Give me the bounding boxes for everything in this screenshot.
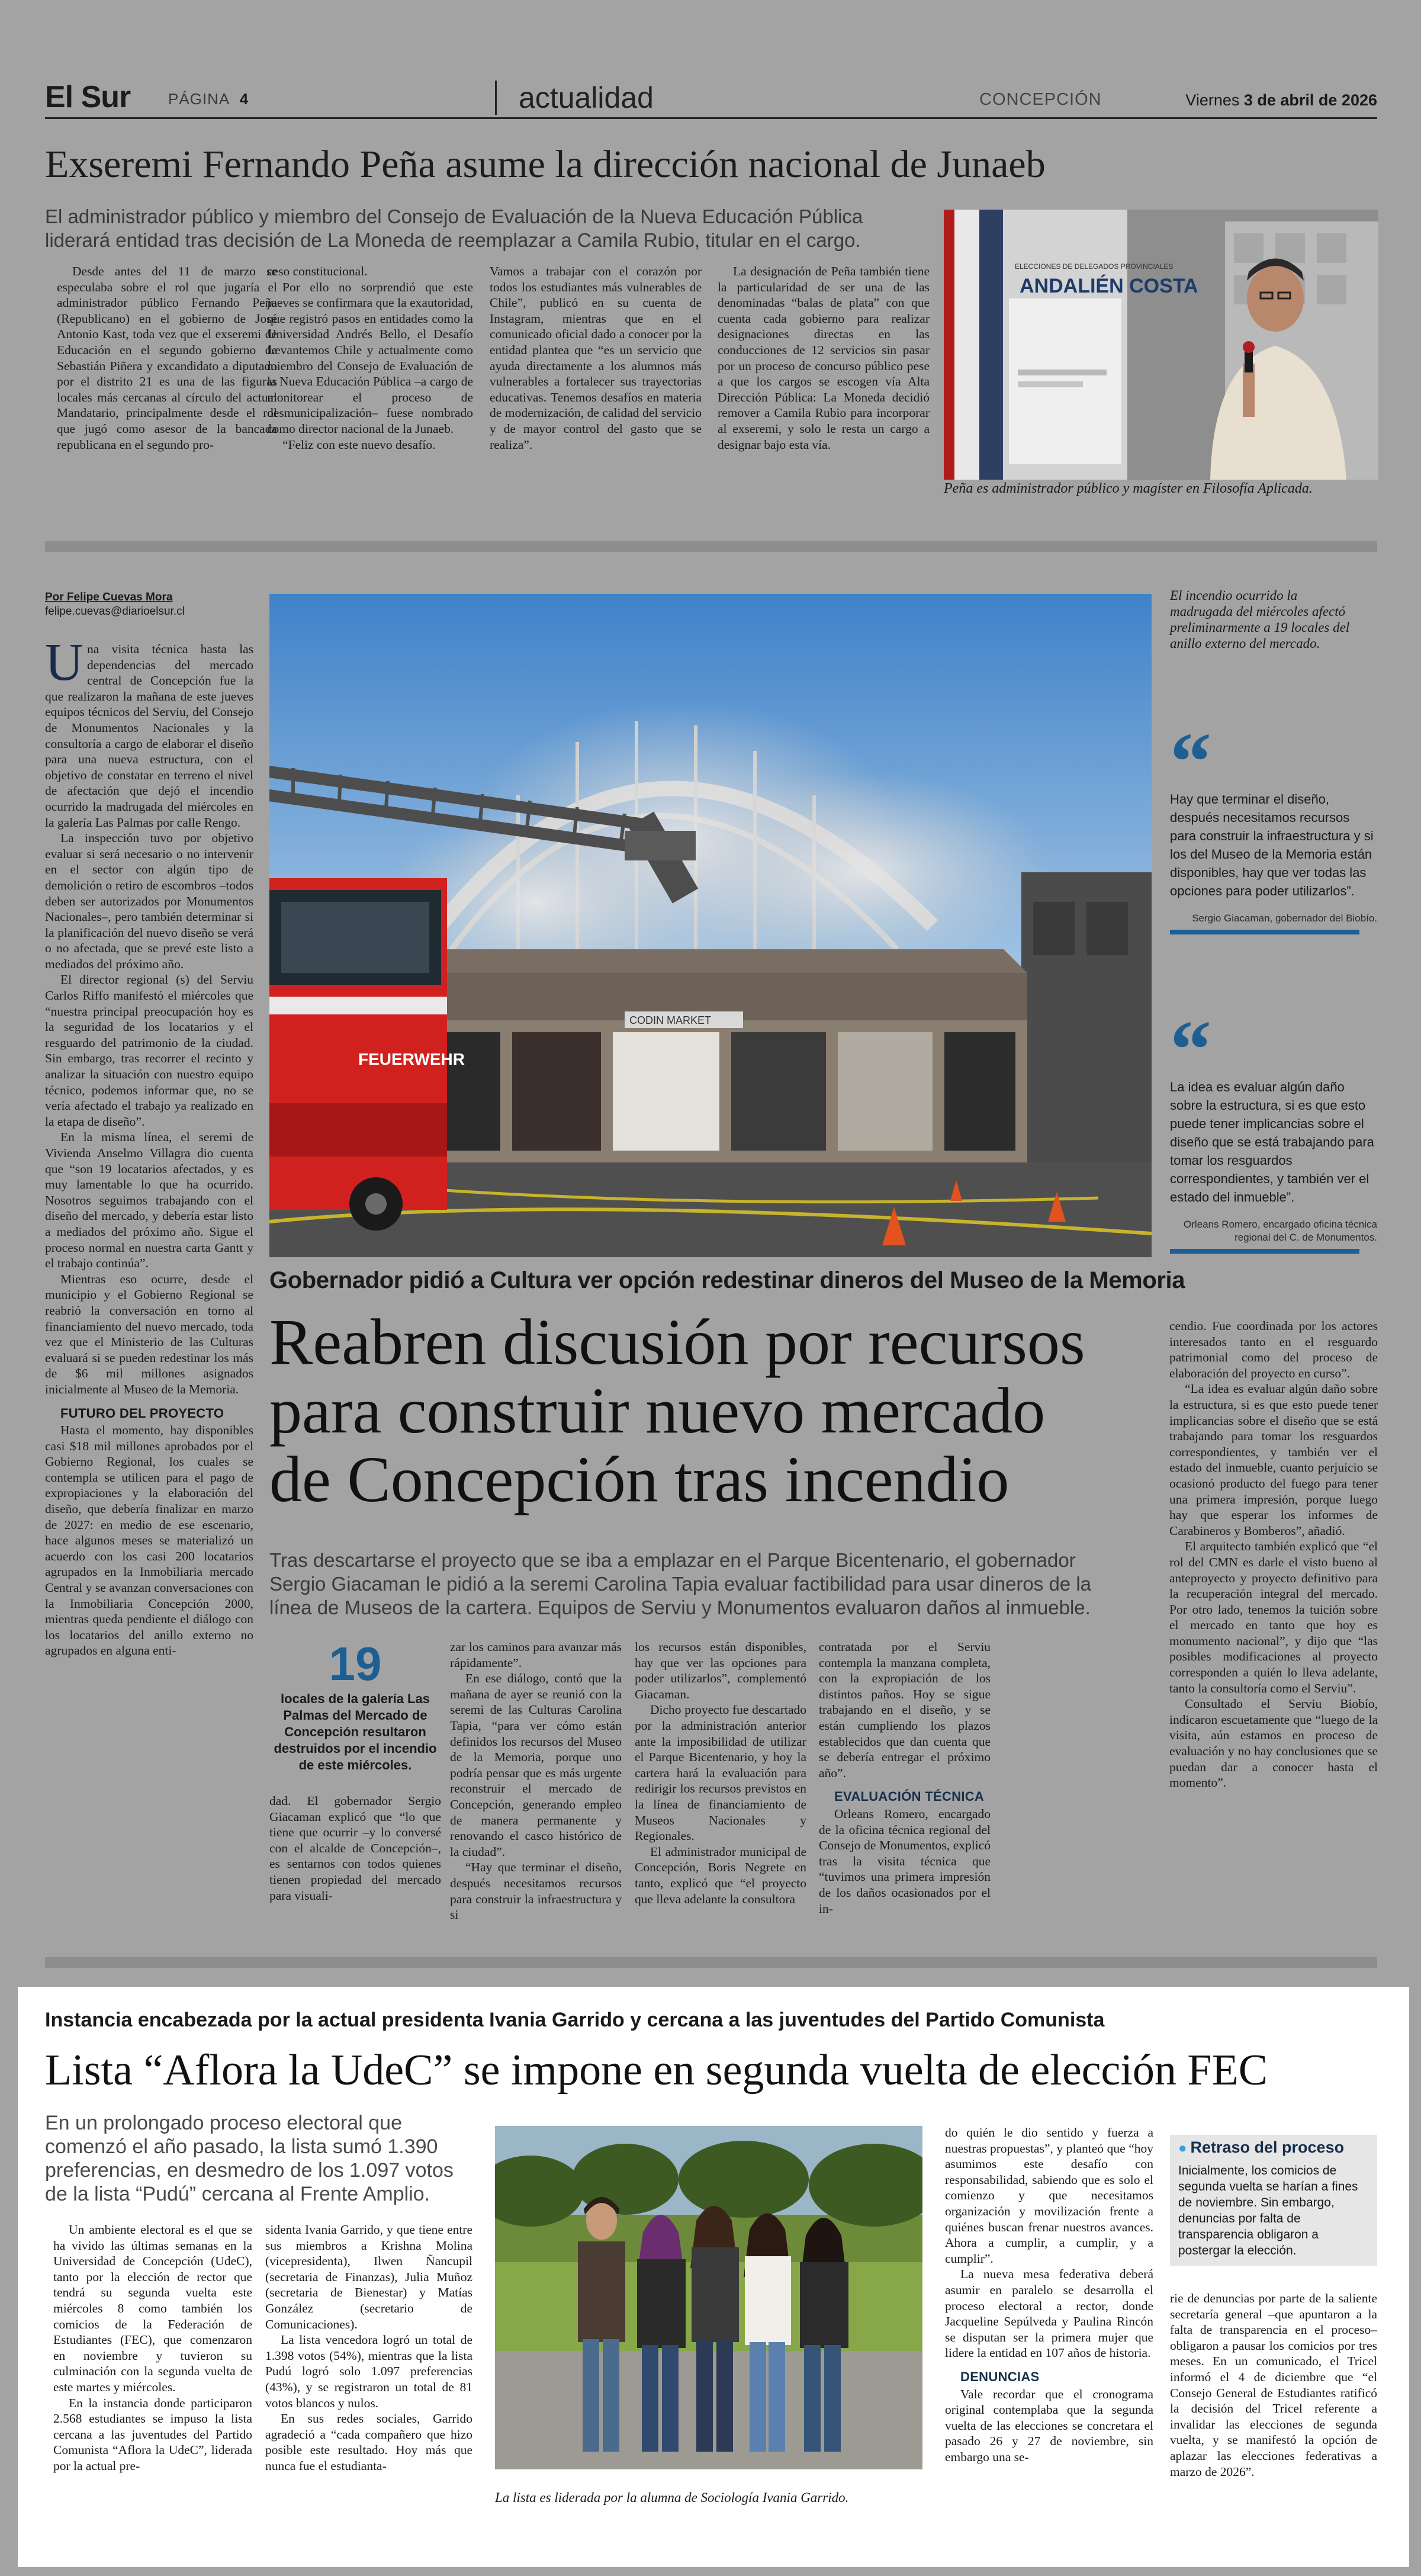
article1-photo-caption: Peña es administrador público y magíster en Filosofía Aplicada. (944, 481, 1313, 496)
paragraph: Dicho proyecto fue descartado por la administración anterior ante la imposibilidad de utilizar el Parque Bicentenario, y hoy la cartera hará la evaluación para redirigir los recursos previstos en la línea de financiamiento de Museos Nacionales y Regionales. (635, 1703, 806, 1843)
paragraph: do quién le dio sentido y fuerza a nuestras propuestas”, y planteó que “hoy asumimos este desafío con responsabilidad, sabiendo que es solo el comienzo y que necesitamos organización y movilización frente a quiénes buscan frenar nuestros avances. Ahora a cumplir, a cumplir, y a cumplir”. (945, 2125, 1153, 2266)
paragraph: La designación de Peña también tiene la particularidad de ser una de las denominadas “balas de plata” con que cuenta cada gobierno para realizar designaciones directas en las conducciones de 12 servicios sin pasar por un proceso de concurso público pese a que los cargos se escogen vía Alta Dirección Pública: La Moneda decidió remover a Camila Rubio para incorporar al exseremi, y solo le resta un cargo a designar bajo esta vía. (718, 264, 930, 452)
city-label: CONCEPCIÓN (979, 90, 1102, 109)
paragraph: En sus redes sociales, Garrido agradeció a “cada compañero que hizo posible este resultado. Hoy más que nunca fue el estudianta- (265, 2411, 472, 2473)
quote-text: Hay que terminar el diseño, después necesitamos recursos para construir la infraestructura y si los del Museo de la Memoria están disponibles, hay que ver todas las opciones para poder utilizarlos”. (1170, 792, 1374, 898)
paragraph: Orleans Romero, encargado de la oficina técnica regional del Consejo de Monumentos, explicó tras la visita técnica que “tuvimos una primera impresión de los daños ocasionados por el in- (819, 1806, 991, 1916)
article3-column-2 (265, 2222, 472, 2474)
photo-sign-small: ELECCIONES DE DELEGADOS PROVINCIALES (1015, 262, 1174, 271)
paragraph: rie de denuncias por parte de la saliente secretaría general –que apuntaron a la falta de transparencia en el proceso– obligaron a pausar los comicios por tres meses. En un comunicado, el Tricel informó el 4 de diciembre que “el Consejo General de Estudiantes ratificó la decisión del Tricel referente a invalidar las elecciones de segunda vuelta, y se manifestó la opción de aplazar las elecciones federativas a marzo de 2026”. (1170, 2291, 1377, 2479)
paragraph: Desde antes del 11 de marzo se especulaba sobre el rol que jugaría el administrador público Fernando Peña (Republicano) en el gobierno de José Antonio Kast, toda vez que el exseremi de Educación en el segundo gobierno de Sebastián Piñera y excandidato a diputado por el distrito 21 es una de las figuras locales más cercanas al círculo del actual Mandatario, principalmente desde el rol que jugó como asesor de la bancada republicana en el segundo pro- (57, 264, 277, 452)
paragraph: cendio. Fue coordinada por los actores interesados tanto en el resguardo patrimonial como del proceso de elaboración del proyecto en curso”. (1169, 1319, 1378, 1380)
paragraph: “La idea es evaluar algún daño sobre la estructura, si es que esto puede tener implicancias sobre el diseño que se está trabajando para tomar los resguardos correspondientes, y también ver el estado del inmueble, cuanto perjuicio se ocasionó producto del fuego para tener una primera impresión, porque luego hay que esperar los informes de Carabineros y Bomberos”, añadió. (1169, 1382, 1378, 1538)
article1-column-4 (718, 264, 930, 452)
students-photo (495, 2126, 922, 2469)
stat-box (269, 1637, 441, 1774)
headline-line: Reabren discusión por recursos (269, 1306, 1085, 1378)
paragraph: ceso constitucional. (267, 264, 368, 278)
paragraph: El administrador municipal de Concepción, Boris Negrete en tanto, explicó que “el proyecto que lleva adelante la consultora (635, 1844, 806, 1906)
article1-headline: Exseremi Fernando Peña asume la dirección nacional de Junaeb (45, 143, 1046, 186)
newspaper-brand: El Sur (45, 80, 131, 114)
quote-bar (1170, 1249, 1359, 1254)
article3-dek: En un prolongado proceso electoral que comenzó el año pasado, la lista sumó 1.390 preferencias, en desmedro de los 1.097 votos de la lista “Pudú” cercana al Frente Amplio. (45, 2112, 454, 2205)
issue-date (1185, 91, 1377, 110)
sidebar-title-row (1178, 2138, 1369, 2157)
article2-headline (269, 1308, 1152, 1514)
article2-fire-photo (269, 594, 1152, 1257)
left-col-first: na visita técnica hasta las dependencias del mercado central de Concepción fue la que realizaron la mañana de este jueves equipos técnicos del Serviu, del Consejo de Monumentos Nacionales y la consultoría a cargo de elaborar el diseño para una nueva estructura, con el objetivo de constatar en terreno el nivel de afectación que dejó el incendio ocurrido la madrugada del miércoles en la galería Las Palmas por calle Rengo. (45, 642, 253, 830)
page-label: PÁGINA (168, 90, 230, 108)
article2-left-column (45, 633, 253, 1659)
article2-byline (45, 591, 252, 618)
section-name: actualidad (519, 81, 654, 114)
headline-line: para construir nuevo mercado (269, 1374, 1046, 1447)
article1-column-3 (490, 264, 702, 452)
paragraph: La nueva mesa federativa deberá asumir en paralelo se desarrolla el proceso electoral a rector, donde Jacqueline Sepúlveda y Paulina Rincón se disputan ser la primera mujer que lidere la entidad en 107 años de historia. (945, 2267, 1153, 2360)
article2-mid-column-3 (635, 1639, 806, 1907)
quote-mark-icon: “ (1170, 716, 1211, 808)
paragraph: “Feliz con este nuevo desafío. (282, 437, 436, 452)
subhead-future: FUTURO DEL PROYECTO (60, 1405, 224, 1421)
article2-dek: Tras descartarse el proyecto que se iba a emplazar en el Parque Bicentenario, el gobernador Sergio Giacaman le pidió a la seremi Carolina Tapia evaluar factibilidad para usar dineros de la línea de Museos de la cartera. Equipos de Serviu y Monumentos evaluaron daños al inmueble. (269, 1549, 1091, 1618)
truck-label: FEUERWEHR (358, 1050, 465, 1068)
quote-mark-icon: “ (1170, 1004, 1211, 1096)
page-header (45, 77, 1377, 118)
page-number: 4 (239, 90, 249, 108)
paragraph: los recursos están disponibles, hay que ver las opciones para poder utilizarlos”, complementó Giacaman. (635, 1640, 806, 1701)
paragraph: sidenta Ivania Garrido, y que tiene entre sus miembros a Krishna Molina (vicepresidenta), Ilwen Ñancupil (secretaria de Finanzas), Julia Muñoz (secretaria de Bienestar) y Matías González (secretario de Comunicaciones). (265, 2222, 472, 2331)
quote-source: Orleans Romero, encargado oficina técnica regional del C. de Monumentos. (1184, 1219, 1377, 1243)
paragraph: En ese diálogo, contó que la mañana de ayer se reunió con la seremi de las Culturas Carolina Tapia, “para ver cómo están definidos los recursos del Museo de la Memoria, porque uno podría pensar que es más urgente reconstruir el mercado de Concepción, generando empleo de manera permanente y renovando el casco histórico de la ciudad”. (450, 1671, 622, 1859)
paragraph: Consultado el Serviu Biobío, indicaron escuetamente que “luego de la visita, aún estamos en proceso de evaluación y no hay conclusiones que se puedan dar a conocer hasta el momento”. (1169, 1697, 1378, 1790)
bullet-dot-icon: ● (1178, 2140, 1187, 2156)
paragraph: Por ello no sorprendió que este jueves se confirmara que la exautoridad, que registró pasos en entidades como la Universidad Andrés Bello, el Desafío Levantemos Chile y actualmente como miembro del Consejo de Evaluación de la Nueva Educación Pública –a cargo de monitorear el proceso de desmunicipalización– fuese nombrado como director nacional de la Junaeb. (267, 280, 473, 436)
article2-side-caption: El incendio ocurrido la madrugada del miércoles afectó preliminarmente a 19 locales del anillo externo del mercado. (1170, 588, 1350, 651)
section-separator-2 (45, 1957, 1377, 1968)
paragraph: La inspección tuvo por objetivo evaluar si será necesario o no intervenir en el sector con algún tipo de demolición o retiro de escombros –todos deben ser autorizados por Monumentos Nacionales–, pero también determinar si la planificación del nuevo diseño se verá o no afectada, que se prevé este listo a mediados del próximo año. (45, 831, 253, 971)
pull-quote-romero (1170, 1004, 1377, 1254)
article1-photo (944, 210, 1378, 480)
paragraph: contratada por el Serviu contempla la manzana completa, con la expropiación de los distintos paños. Hoy se sigue trabajando en el diseño, y se están cumpliendo los plazos establecidos que dan cuenta que se debería entregar el próximo año”. (819, 1640, 991, 1780)
paragraph: El arquitecto también explicó que “el rol del CMN es darle el visto bueno al anteproyecto y proyecto definitivo para la recuperación integral del mercado. Por otro lado, tenemos la tuición sobre el mercado en tanto que hoy es monumento nacional”, y dijo que “las posibles modificaciones al proyecto corresponden a quién lo lleva adelante, tanto la consultoría como el Serviu”. (1169, 1539, 1378, 1695)
article3-column-4 (1170, 2291, 1377, 2479)
dropcap-letter: U (45, 633, 83, 692)
sidebar-title: Retraso del proceso (1190, 2138, 1345, 2156)
paragraph: Hasta el momento, hay disponibles casi $18 mil millones aprobados por el Gobierno Regional, los cuales se contempla se utilicen para el pago de expropiaciones y la elaboración del diseño, que debería finalizar en marzo de 2027: en medio de ese escenario, hace algunos meses se materializó un acuerdo con los casi 200 locatarios agrupados en la Inmobiliaria mercado Central y se avanzan conversaciones con la Inmobiliaria Concepción 2000, mientras queda pendiente el diálogo con los locatarios del anillo externo no agrupados en alguna enti- (45, 1423, 253, 1658)
article3-column-3 (945, 2125, 1153, 2465)
quote-source: Sergio Giacaman, gobernador del Biobío. (1192, 913, 1377, 924)
paragraph: “Hay que terminar el diseño, después necesitamos recursos para construir la infraestructura y si (450, 1860, 622, 1922)
paragraph: zar los caminos para avanzar más rápidamente”. (450, 1640, 622, 1670)
sidebar-text: Inicialmente, los comicios de segunda vuelta se harían a fines de noviembre. Sin embargo, denuncias por falta de transparencia obligaron a postergar la elección. (1178, 2164, 1358, 2257)
article3-photo-caption: La lista es liderada por la alumna de Sociología Ivania Garrido. (495, 2490, 849, 2505)
article2-kicker: Gobernador pidió a Cultura ver opción redestinar dineros del Museo de la Memoria (269, 1267, 1185, 1293)
article3-group-photo (495, 2126, 922, 2469)
paragraph: Un ambiente electoral es el que se ha vivido las últimas semanas en la Universidad de Concepción (UdeC), tanto por la elección de rector que tendrá su segunda vuelta este miércoles 8 como también los comicios de la Federación de Estudiantes (FEC), que comenzaron en noviembre y tuvieron su culminación con la segunda vuelta de este martes y miércoles. (53, 2222, 252, 2394)
paragraph: En la misma línea, el seremi de Vivienda Anselmo Villagra dio cuenta que “son 19 locatarios afectados, y es muy lamentable lo que ha ocurrido. Nosotros seguimos trabajando con el diseño del mercado, y debería estar listo a mediados del próximo año. Sigue el proceso normal en nuestra carta Gantt y el trabajo continúa”. (45, 1130, 253, 1271)
paragraph: Vamos a trabajar con el corazón por todos los estudiantes más vulnerables de Chile”, publicó en su cuenta de Instagram, mientras que en el comunicado oficial dado a conocer por la entidad plantea que “es un servicio que ayuda directamente a los alumnos más vulnerables a fortalecer sus trayectorias educativas. Tenemos desafíos en materia de modernización, de calidad del servicio y de mayor control del gasto que se realiza”. (490, 264, 702, 452)
article2-mid-column-4 (819, 1639, 991, 1916)
byline-email: felipe.cuevas@diarioelsur.cl (45, 605, 185, 618)
subhead-denuncias: DENUNCIAS (960, 2369, 1040, 2384)
quote-bar (1170, 930, 1359, 934)
article1-column-2 (267, 264, 473, 452)
section-separator-1 (45, 541, 1377, 552)
article2-mid-column-2 (450, 1639, 622, 1923)
market-sign-text: CODIN MARKET (629, 1014, 712, 1026)
headline-line: de Concepción tras incendio (269, 1443, 1010, 1515)
article2-right-column (1169, 1318, 1378, 1791)
stat-number: 19 (329, 1637, 382, 1690)
pull-quote-giacaman (1170, 716, 1377, 934)
market-fire-illustration (269, 594, 1152, 1257)
paragraph: En la instancia donde participaron 2.568 estudiantes se impuso la lista cercana a las juventudes del Partido Comunista “Aflora la UdeC”, liderada por la actual pre- (53, 2395, 252, 2473)
quote-text: La idea es evaluar algún daño sobre la estructura, si es que esto puede tener implicancias sobre el diseño que se está trabajando para tomar los resguardos correspondientes, y también ver el estado del inmueble”. (1170, 1080, 1374, 1205)
article3-sidebar-box (1170, 2135, 1377, 2266)
portrait-photo (944, 210, 1378, 480)
paragraph: Mientras eso ocurre, desde el municipio y el Gobierno Regional se reabrió la conversación en torno al financiamiento del nuevo mercado, toda vez que el Ministerio de las Culturas evaluará si se pueden redestinar los más de $6 mil millones asignados inicialmente al Museo de la Memoria. (45, 1271, 253, 1396)
header-divider (495, 81, 497, 115)
subhead-tech: EVALUACIÓN TÉCNICA (834, 1789, 985, 1804)
paragraph: La lista vencedora logró un total de 1.398 votos (54%), mientras que la lista Pudú logró solo 1.097 preferencias (43%), y se registraron un total de 81 votos blancos y nulos. (265, 2333, 472, 2410)
photo-sign-title: ANDALIÉN COSTA (1020, 275, 1198, 297)
article1-dek: El administrador público y miembro del Consejo de Evaluación de la Nueva Educación Pública liderará entidad tras decisión de La Moneda de reemplazar a Camila Rubio, titular en el cargo. (45, 205, 863, 251)
article3-column-1 (53, 2222, 252, 2474)
issue-date-rest: 3 de abril de 2026 (1243, 91, 1377, 109)
header-rule (45, 117, 1377, 119)
article1-column-1 (57, 264, 277, 452)
paragraph: dad. El gobernador Sergio Giacaman explicó que “lo que tiene que ocurrir –y lo conversé con el alcalde de Concepción–, es sentarnos con todos quienes tienen propiedad del mercado para visuali- (269, 1794, 441, 1903)
page-label-group (168, 90, 249, 108)
issue-date-day: Viernes (1185, 91, 1240, 109)
paragraph: El director regional (s) del Serviu Carlos Riffo manifestó el miércoles que “nuestra principal preocupación hoy es la seguridad de los locatarios y el resguardo del patrimonio de la ciudad. Sin embargo, tras recorrer el recinto y analizar la situación con nuestro equipo técnico, podemos informar que, no se vería afectado el trabajo ya realizado en la etapa de diseño”. (45, 972, 253, 1129)
stat-label: locales de la galería Las Palmas del Mercado de Concepción resultaron destruidos por el incendio de este miércoles. (274, 1691, 437, 1772)
article3-headline: Lista “Aflora la UdeC” se impone en segunda vuelta de elección FEC (45, 2046, 1268, 2095)
dropcap-paragraph (45, 633, 253, 830)
article2-mid-column-1 (269, 1793, 441, 1903)
paragraph: Vale recordar que el cronograma original contemplaba que la segunda vuelta de las elecciones se concretara el pasado 26 y 27 de noviembre, sin embargo una se- (945, 2387, 1153, 2464)
article3-kicker: Instancia encabezada por la actual presidenta Ivania Garrido y cercana a las juventudes del Partido Comunista (45, 2009, 1105, 2031)
byline-name: Por Felipe Cuevas Mora (45, 591, 173, 603)
